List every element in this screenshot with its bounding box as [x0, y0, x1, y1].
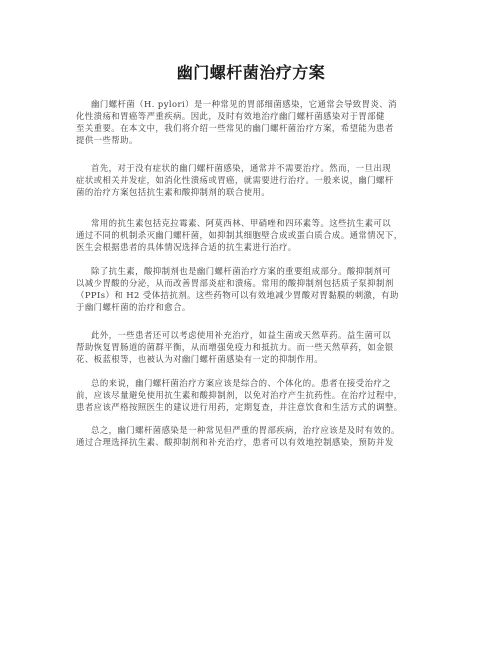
- text-line: 提供一些帮助。: [76, 135, 138, 145]
- paragraph-1: [76, 98, 432, 146]
- text-line: 至关重要。在本文中，我们将介绍一些常见的幽门螺杆菌治疗方案，希望能为患者: [76, 123, 394, 133]
- text-line: 通过合理选择抗生素、酸抑制剂和补充治疗，患者可以有效地控制感染，预防并发: [76, 437, 394, 447]
- text-line: 前，应该尽量避免使用抗生素和酸抑制剂，以免对治疗产生抗药性。在治疗过程中，: [76, 390, 403, 400]
- text-line: 常用的抗生素包括克拉霉素、阿莫西林、甲硝唑和四环素等。这些抗生素可以: [91, 218, 392, 228]
- text-line: 以减少胃酸的分泌，从而改善胃部炎症和溃疡。常用的酸抑制剂包括质子泵抑制剂: [76, 278, 394, 288]
- paragraph-4: [76, 265, 432, 313]
- text-line: 除了抗生素，酸抑制剂也是幽门螺杆菌治疗方案的重要组成部分。酸抑制剂可: [91, 266, 392, 276]
- text-line: （PPIs）和 H2 受体拮抗剂。这些药物可以有效地减少胃酸对胃黏膜的刺激，有助: [76, 290, 399, 300]
- text-line: 于幽门螺杆菌的治疗和愈合。: [76, 302, 191, 312]
- text-line: 医生会根据患者的具体情况选择合适的抗生素进行治疗。: [76, 242, 297, 252]
- text-line: 总之，幽门螺杆菌感染是一种常见但严重的胃部疾病，治疗应该是及时有效的。: [91, 425, 400, 435]
- document-title: 幽门螺杆菌治疗方案: [176, 63, 326, 82]
- text-line: 化性溃疡和胃癌等严重疾病。因此，及时有效地治疗幽门螺杆菌感染对于胃部健: [76, 111, 385, 121]
- paragraph-2: [76, 162, 432, 198]
- text-line: 帮助恢复胃肠道的菌群平衡，从而增强免疫力和抵抗力。而一些天然草药，如金银: [76, 342, 394, 352]
- paragraph-3: [76, 217, 432, 253]
- text-line: 患者应该严格按照医生的建议进行用药，定期复查，并注意饮食和生活方式的调整。: [76, 402, 403, 412]
- text-line: 花、板蓝根等，也被认为对幽门螺杆菌感染有一定的抑制作用。: [76, 354, 324, 364]
- paragraph-7: [76, 424, 432, 448]
- text-line: 菌的治疗方案包括抗生素和酸抑制剂的联合使用。: [76, 187, 271, 197]
- text-line: 幽门螺杆菌（H. pylori）是一种常见的胃部细菌感染，它通常会导致胃炎、消: [91, 99, 397, 109]
- text-line: 症状或相关并发症，如消化性溃疡或胃癌，就需要进行治疗。一般来说，幽门螺杆: [76, 175, 394, 185]
- text-line: 通过不同的机制杀灭幽门螺杆菌，如抑制其细胞壁合成或蛋白质合成。通常情况下，: [76, 230, 403, 240]
- paragraph-6: [76, 377, 432, 413]
- text-line: 首先，对于没有症状的幽门螺杆菌感染，通常并不需要治疗。然而，一旦出现: [91, 163, 392, 173]
- text-line: 此外，一些患者还可以考虑使用补充治疗，如益生菌或天然草药。益生菌可以: [91, 330, 392, 340]
- paragraph-5: [76, 329, 432, 365]
- text-line: 总的来说，幽门螺杆菌治疗方案应该是综合的、个体化的。患者在接受治疗之: [91, 378, 392, 388]
